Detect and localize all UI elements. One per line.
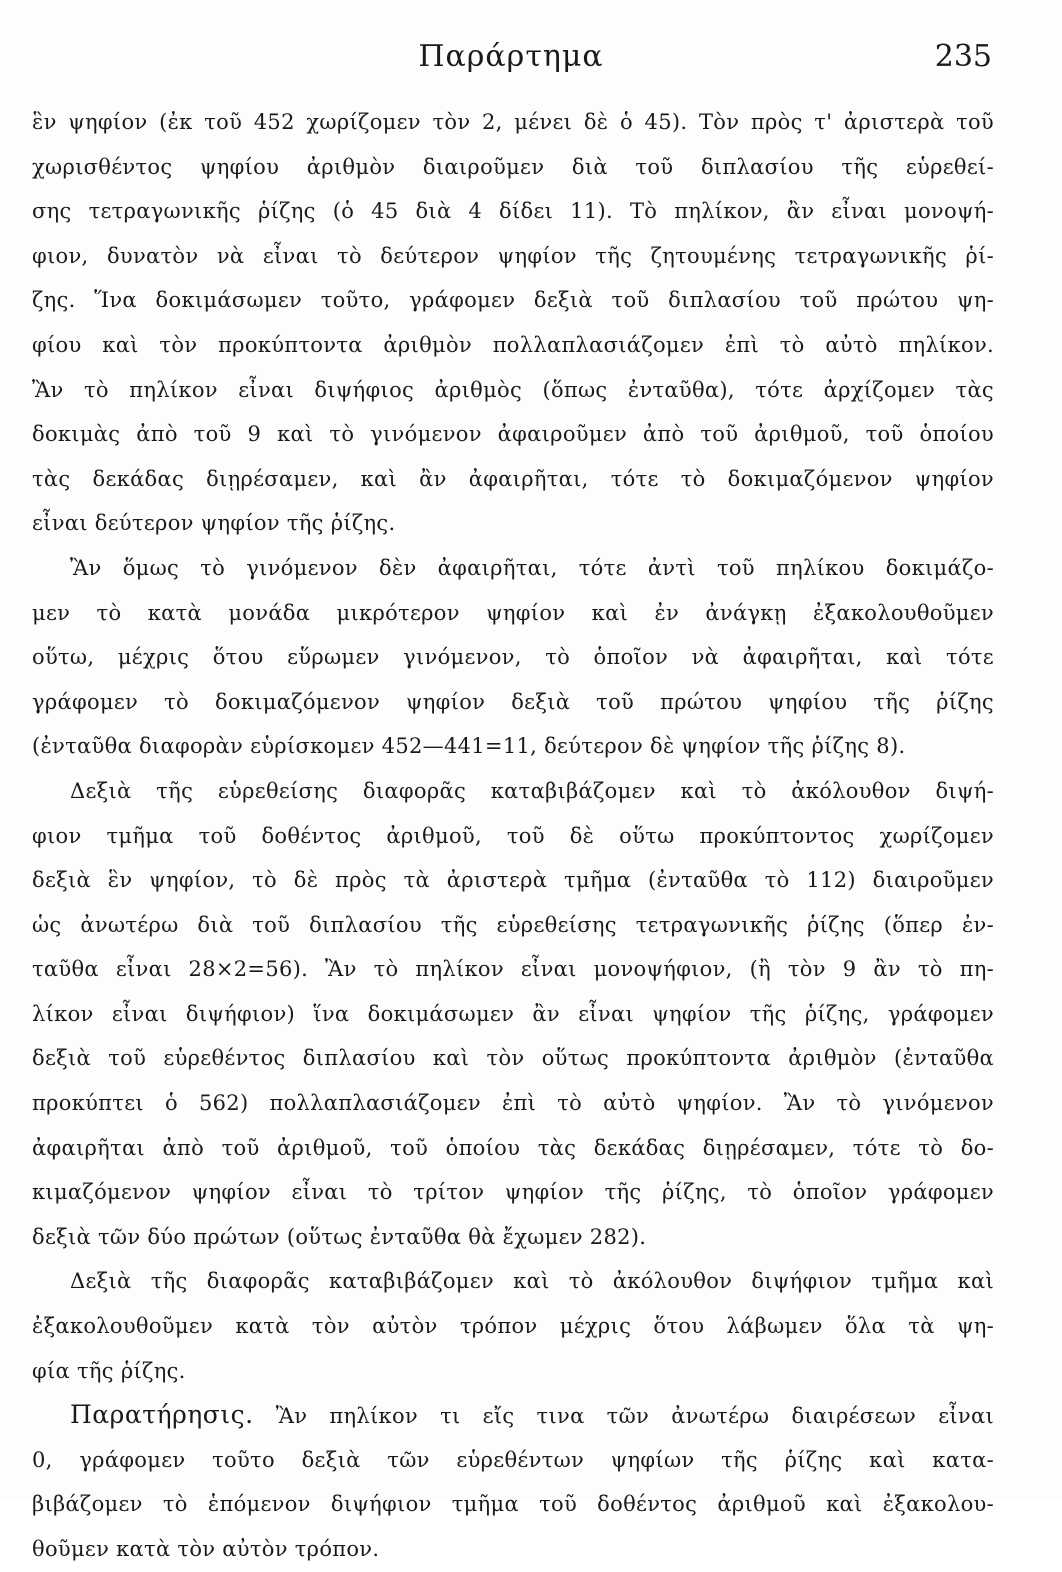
remark-label: Παρατήρησις. <box>70 1400 254 1430</box>
text-line: μεν τὸ κατὰ μονάδα μικρότερον ψηφίον καὶ ἐν ἀνάγκῃ ἐξακολουθοῦμεν <box>32 600 994 625</box>
text-line: ἐξακολουθοῦμεν κατὰ τὸν αὐτὸν τρόπον μέχρις ὅτου λάβωμεν ὅλα τὰ ψη- <box>32 1314 994 1339</box>
text-line: τὰς δεκάδας διῃρέσαμεν, καὶ ἂν ἀφαιρῆται, τότε τὸ δοκιμαζόμενον ψηφίον <box>32 466 994 491</box>
text-line: Δεξιὰ τῆς εὑρεθείσης διαφορᾶς καταβιβάζομεν καὶ τὸ ἀκόλουθον διψή- <box>70 778 994 803</box>
text-line: θοῦμεν κατὰ τὸν αὐτὸν τρόπον. <box>32 1537 380 1561</box>
text-line: δεξιὰ ἓν ψηφίον, τὸ δὲ πρὸς τὰ ἀριστερὰ τμῆμα (ἐνταῦθα τὸ 112) διαιροῦμεν <box>32 868 994 893</box>
running-title: Παράρτημα <box>418 39 604 74</box>
paragraph-4 <box>32 1259 994 1393</box>
body-text <box>32 100 994 1572</box>
text-line: λίκον εἶναι διψήφιον) ἵνα δοκιμάσωμεν ἂν εἶναι ψηφίον τῆς ῥίζης, γράφομεν <box>32 1001 994 1026</box>
text-line: δοκιμὰς ἀπὸ τοῦ 9 καὶ τὸ γινόμενον ἀφαιροῦμεν ἀπὸ τοῦ ἀριθμοῦ, τοῦ ὁποίου <box>32 422 994 447</box>
remark-paragraph <box>32 1393 994 1571</box>
text-line: Δεξιὰ τῆς διαφορᾶς καταβιβάζομεν καὶ τὸ ἀκόλουθον διψήφιον τμῆμα καὶ <box>70 1269 994 1294</box>
text-line: ἓν ψηφίον (ἐκ τοῦ 452 χωρίζομεν τὸν 2, μένει δὲ ὁ 45). Τὸν πρὸς τ' ἀριστερὰ τοῦ <box>32 110 994 134</box>
paragraph-2 <box>32 546 994 769</box>
text-line: σης τετραγωνικῆς ῥίζης (ὁ 45 διὰ 4 δίδει 11). Τὸ πηλίκον, ἂν εἶναι μονοψή- <box>32 199 994 224</box>
paragraph-1 <box>32 100 994 546</box>
text-line: οὕτω, μέχρις ὅτου εὕρωμεν γινόμενον, τὸ ὁποῖον νὰ ἀφαιρῆται, καὶ τότε <box>32 645 994 670</box>
text-line: δεξιὰ τοῦ εὑρεθέντος διπλασίου καὶ τὸν οὕτως προκύπτοντα ἀριθμὸν (ἐνταῦθα <box>32 1046 994 1071</box>
text-line: Ἂν τὸ πηλίκον εἶναι διψήφιος ἀριθμὸς (ὅπως ἐνταῦθα), τότε ἀρχίζομεν τὰς <box>32 377 994 402</box>
text-line: (ἐνταῦθα διαφορὰν εὑρίσκομεν 452—441=11, δεύτερον δὲ ψηφίον τῆς ῥίζης 8). <box>32 734 906 759</box>
text-line: φία τῆς ῥίζης. <box>32 1358 186 1383</box>
remark-first-line: Ἂν πηλίκον τι εἴς τινα τῶν ἀνωτέρω διαιρέσεων εἶναι <box>275 1404 994 1429</box>
text-line: προκύπτει ὁ 562) πολλαπλασιάζομεν ἐπὶ τὸ αὐτὸ ψηφίον. Ἂν τὸ γινόμενον <box>32 1091 994 1116</box>
text-line: δεξιὰ τῶν δύο πρώτων (οὕτως ἐνταῦθα θὰ ἔχωμεν 282). <box>32 1224 647 1249</box>
text-line: κιμαζόμενον ψηφίον εἶναι τὸ τρίτον ψηφίον τῆς ῥίζης, τὸ ὁποῖον γράφομεν <box>32 1180 994 1205</box>
text-line: εἶναι δεύτερον ψηφίον τῆς ῥίζης. <box>32 511 396 536</box>
text-line: Ἂν ὅμως τὸ γινόμενον δὲν ἀφαιρῆται, τότε ἀντὶ τοῦ πηλίκου δοκιμάζο- <box>70 555 994 580</box>
text-line <box>32 1393 994 1438</box>
text-line: χωρισθέντος ψηφίου ἀριθμὸν διαιροῦμεν διὰ τοῦ διπλασίου τῆς εὑρεθεί- <box>32 154 994 179</box>
text-line: ὡς ἀνωτέρω διὰ τοῦ διπλασίου τῆς εὑρεθείσης τετραγωνικῆς ῥίζης (ὅπερ ἐν- <box>32 912 994 937</box>
text-line: ἀφαιρῆται ἀπὸ τοῦ ἀριθμοῦ, τοῦ ὁποίου τὰς δεκάδας διῃρέσαμεν, τότε τὸ δο- <box>32 1135 994 1160</box>
text-line: φίου καὶ τὸν προκύπτοντα ἀριθμὸν πολλαπλασιάζομεν ἐπὶ τὸ αὐτὸ πηλίκον. <box>32 332 994 357</box>
text-line: 0, γράφομεν τοῦτο δεξιὰ τῶν εὑρεθέντων ψηφίων τῆς ῥίζης καὶ κατα- <box>32 1447 994 1472</box>
text-line: βιβάζομεν τὸ ἑπόμενον διψήφιον τμῆμα τοῦ δοθέντος ἀριθμοῦ καὶ ἐξακολου- <box>32 1492 994 1517</box>
text-line: φιον, δυνατὸν νὰ εἶναι τὸ δεύτερον ψηφίον τῆς ζητουμένης τετραγωνικῆς ῥί- <box>32 243 994 268</box>
text-line: ζης. Ἵνα δοκιμάσωμεν τοῦτο, γράφομεν δεξιὰ τοῦ διπλασίου τοῦ πρώτου ψη- <box>32 288 994 313</box>
page-header <box>30 32 992 82</box>
text-line: φιον τμῆμα τοῦ δοθέντος ἀριθμοῦ, τοῦ δὲ οὕτω προκύπτοντος χωρίζομεν <box>32 823 994 848</box>
paragraph-3 <box>32 769 994 1260</box>
page-number: 235 <box>934 39 992 74</box>
text-line: ταῦθα εἶναι 28×2=56). Ἂν τὸ πηλίκον εἶναι μονοψήφιον, (ἢ τὸν 9 ἂν τὸ πη- <box>32 957 994 982</box>
text-line: γράφομεν τὸ δοκιμαζόμενον ψηφίον δεξιὰ τοῦ πρώτου ψηφίου τῆς ῥίζης <box>32 689 994 714</box>
